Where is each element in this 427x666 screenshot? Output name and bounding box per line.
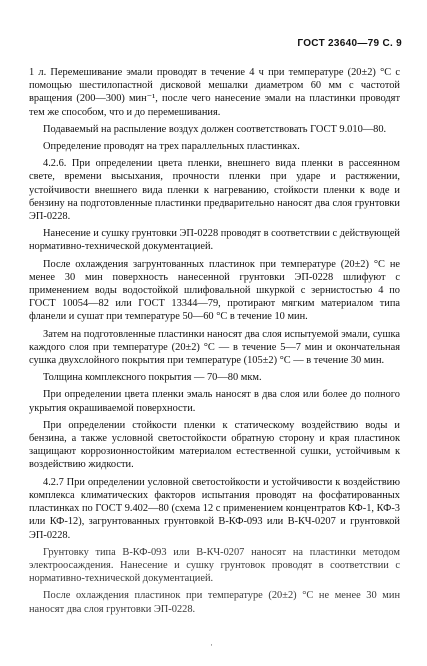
paragraph-primer-application: Нанесение и сушку грунтовки ЭП-0228 проводят в соответствии с действующей нормативно-технической документацией. [29, 228, 400, 253]
paragraph-4-2-6: 4.2.6. При определении цвета пленки, внешнего вида пленки в рассеянном свете, времени высыхания, прочности пленки при ударе и растяжении, устойчивости внешнего вида пленки к нагреванию, стойкости пленки к воде и бензину на подготовленные пластинки предварительно наносят два слоя грунтовки ЭП-0228. [29, 158, 400, 223]
paragraph-primer-electrodeposition: Грунтовку типа В-КФ-093 или В-КЧ-0207 наносят на пластинки методом электроосаждения. Нанесение и сушку грунтовок проводят в соответствии с нормативно-технической документацией. [29, 546, 400, 585]
paragraph-final-cooling: После охлаждения пластинок при температуре (20±2) °С не менее 30 мин наносят два слоя грунтовки ЭП-0228. [29, 590, 400, 615]
paragraph-thickness: Толщина комплексного покрытия — 70—80 мкм. [43, 372, 262, 384]
paragraph-resistance-protection: При определении стойкости пленки к статическому воздействию воды и бензина, а также условной светостойкости обратную сторону и края пластинок защищают коррозионностойким материалом естественной сушки, устойчивым к воздействию жидкости. [29, 419, 400, 471]
paragraph-air-supply: Подаваемый на распыление воздух должен соответствовать ГОСТ 9.010—80. [43, 123, 387, 135]
document-body [29, 66, 400, 620]
paragraph-color-determination: При определении цвета пленки эмаль наносят в два слоя или более до полного укрытия окрашиваемой поверхности. [29, 389, 400, 414]
paragraph-mixing: 1 л. Перемешивание эмали проводят в течение 4 ч при температуре (20±2) °С с помощью шестилопастной дисковой мешалки диаметром 60 мм с частотой вращения (200—300) мин⁻¹, после чего нанесение эмали на пластинки проводят тем же способом, что и до перемешивания. [29, 67, 400, 118]
paragraph-4-2-7: 4.2.7 При определении условной светостойкости и устойчивости к воздействию комплекса климатических факторов испытания проводят на фосфатированных пластинках по ГОСТ 9.402—80 (схема 12 с применением концентратов КФ-1, КФ-3 или КФ-12), загрунтованных грунтовкой В-КФ-093 или В-КЧ-0207 и грунтовкой ЭП-0228. [29, 476, 400, 541]
page-footer-mark: · [210, 640, 213, 650]
paragraph-two-layers: Затем на подготовленные пластинки наносят два слоя испытуемой эмали, сушка каждого слоя при температуре (20±2) °С — в течение 5—7 мин и окончательная сушка двухслойного покрытия при температуре (105±2) °С — в течение 30 мин. [29, 328, 400, 367]
paragraph-cooling-grinding: После охлаждения загрунтованных пластинок при температуре (20±2) °С не менее 30 мин поверхность нанесенной грунтовки ЭП-0228 шлифуют с применением воды водостойкой шлифовальной шкуркой с зернистостью 4 по ГОСТ 10054—82 или ГОСТ 13344—79, протирают мягким материалом типа фланели и сушат при температуре 50—60 °С в течение 10 мин. [29, 258, 400, 323]
page-header-gost-code: ГОСТ 23640—79 С. 9 [297, 38, 402, 49]
paragraph-parallel-plates: Определение проводят на трех параллельных пластинках. [43, 141, 300, 153]
